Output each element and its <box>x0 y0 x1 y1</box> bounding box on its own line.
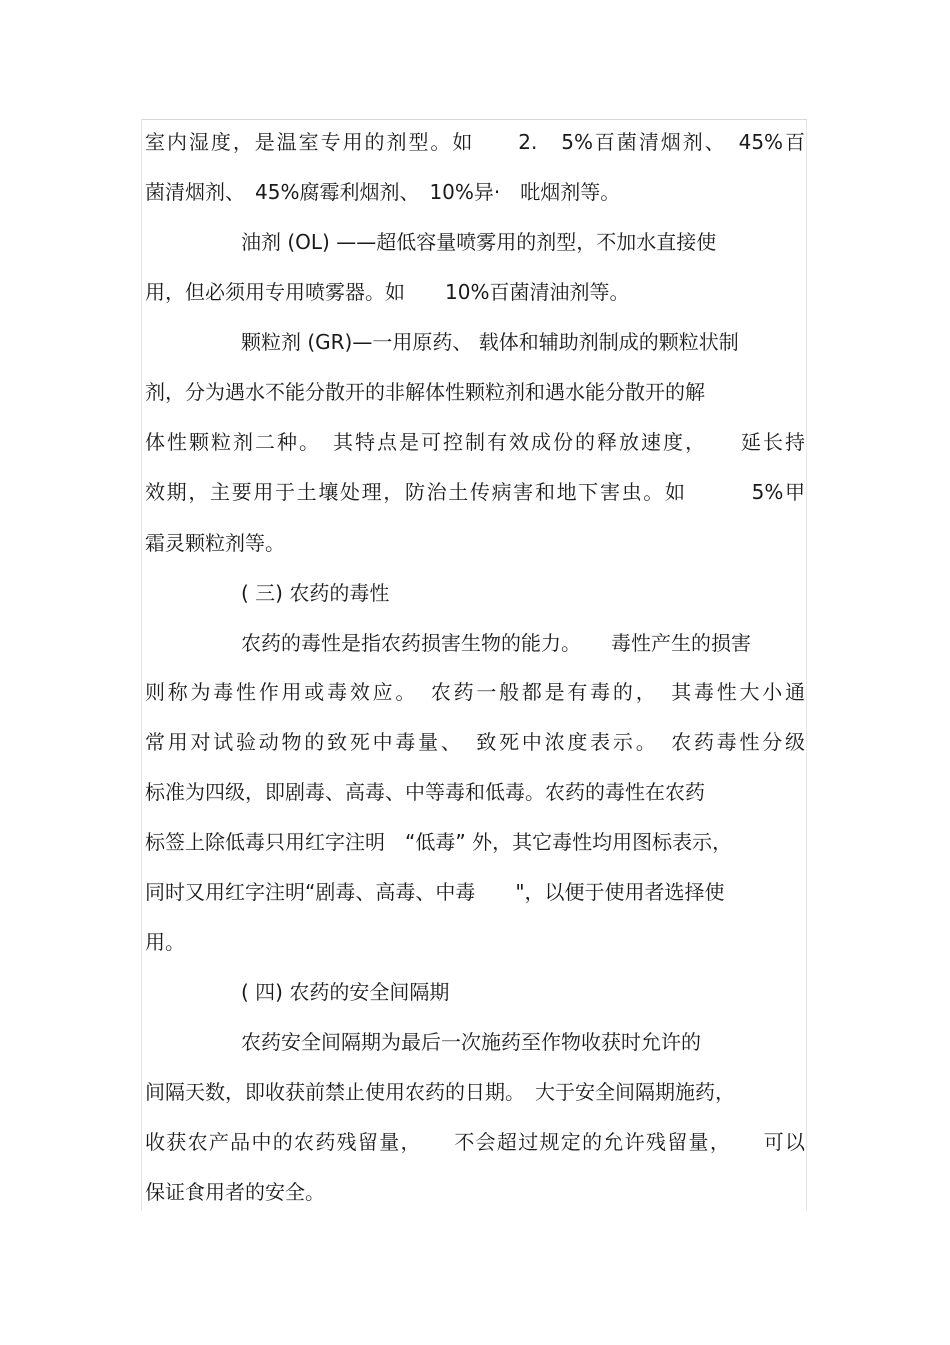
section-heading: ( 四) 农药的安全间隔期 <box>241 980 450 1004</box>
text-line: 颗粒剂 (GR)—一用原药、 载体和辅助剂制成的颗粒状制 <box>241 330 739 354</box>
text-line: 常用对试验动物的致死中毒量、 致死中浓度表示。 农药毒性分级 <box>145 730 805 754</box>
text-line: 保证食用者的安全。 <box>145 1180 325 1204</box>
text-line: 效期，主要用于土壤处理，防治土传病害和地下害虫。如 5%甲 <box>145 480 805 504</box>
text-line: 农药安全间隔期为最后一次施药至作物收获时允许的 <box>241 1030 701 1054</box>
text-line: 收获农产品中的农药残留量， 不会超过规定的允许残留量， 可以 <box>145 1130 805 1154</box>
text-line: 霜灵颗粒剂等。 <box>145 531 285 555</box>
text-line: 剂，分为遇水不能分散开的非解体性颗粒剂和遇水能分散开的解 <box>145 380 705 404</box>
text-line: 菌清烟剂、 45%腐霉利烟剂、 10%异· 吡烟剂等。 <box>145 180 621 204</box>
text-line: 用。 <box>145 930 185 954</box>
text-line: 农药的毒性是指农药损害生物的能力。 毒性产生的损害 <box>241 631 751 655</box>
text-line: 则称为毒性作用或毒效应。 农药一般都是有毒的， 其毒性大小通 <box>145 680 805 704</box>
text-line: 油剂 (OL) ——超低容量喷雾用的剂型，不加水直接使 <box>241 230 717 254</box>
text-line: 间隔天数，即收获前禁止使用农药的日期。 大于安全间隔期施药， <box>145 1080 735 1104</box>
text-line: 室内湿度，是温室专用的剂型。如 2. 5%百菌清烟剂、 45%百 <box>145 130 805 154</box>
text-line: 标准为四级，即剧毒、高毒、中等毒和低毒。农药的毒性在农药 <box>145 780 705 804</box>
text-line: 用，但必须用专用喷雾器。如 10%百菌清油剂等。 <box>145 280 630 304</box>
section-heading: ( 三) 农药的毒性 <box>241 581 390 605</box>
text-line: 体性颗粒剂二种。 其特点是可控制有效成份的释放速度， 延长持 <box>145 430 805 454</box>
text-line: 标签上除低毒只用红字注明 “低毒” 外，其它毒性均用图标表示， <box>145 830 733 854</box>
text-line: 同时又用红字注明“剧毒、高毒、中毒 "，以便于使用者选择使 <box>145 880 725 904</box>
